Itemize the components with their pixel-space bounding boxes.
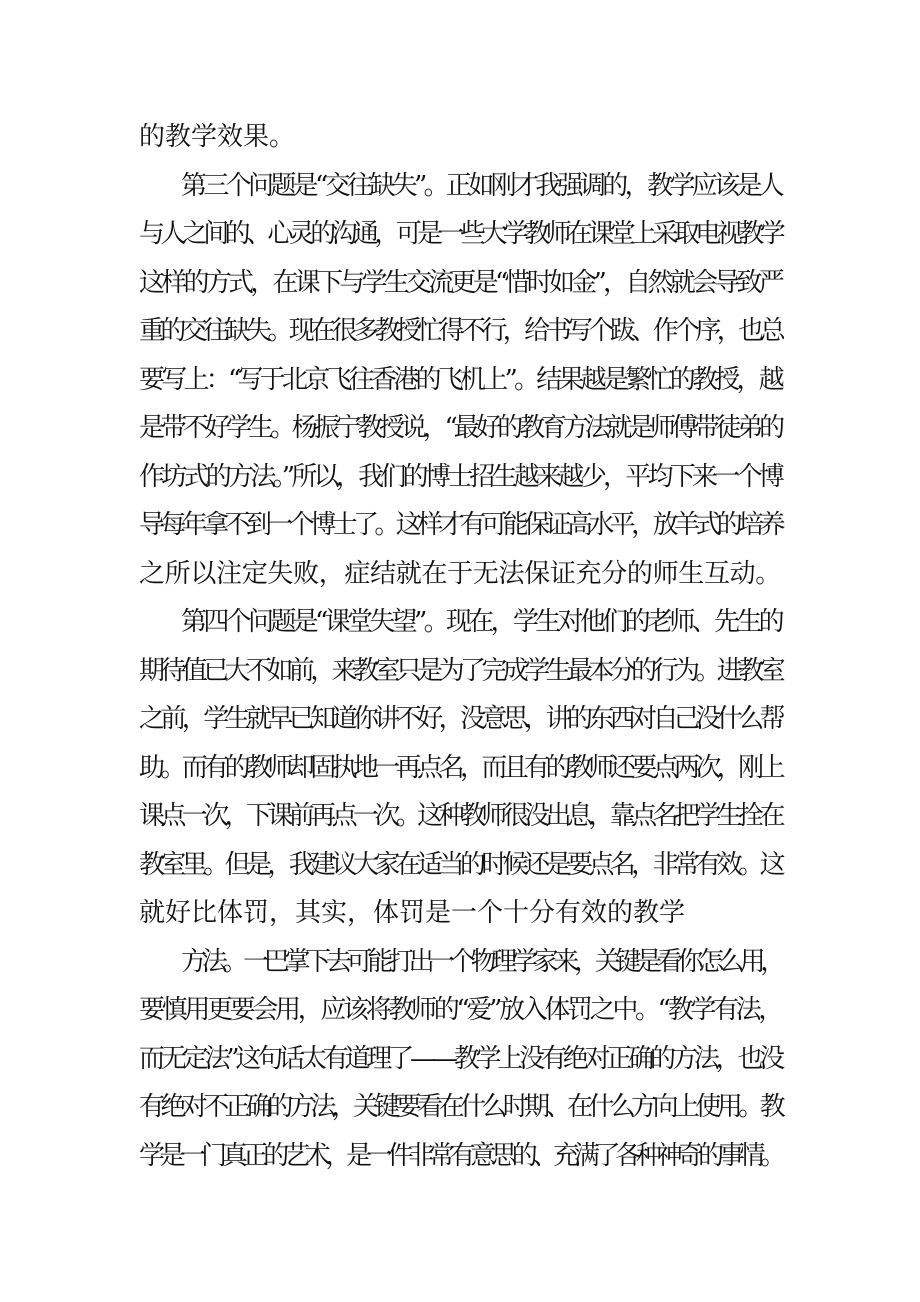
text-line: 是带不好学生。杨振宁教授说，“最好的教育方法就是师傅带徒弟的: [139, 413, 781, 443]
text-line: 要慎用更要会用，应该将教师的“爱”放入体罚之中。“教学有法，: [139, 995, 781, 1025]
text-line: 期待值已大不如前，来教室只是为了完成学生最本分的行为。进教室: [139, 656, 781, 686]
paragraph-5-start: 方法。一巴掌下去可能打出一个物理学家来，关键是看你怎么用，: [181, 947, 781, 977]
text-line: 导每年拿不到一个博士了。这样才有可能保证高水平，放羊式的培养: [139, 510, 781, 540]
text-line: 有绝对不正确的方法，关键要看在什么时期、在什么方向上使用。教: [139, 1092, 781, 1122]
text-line: 就好比体罚，其实，体罚是一个十分有效的教学: [139, 898, 686, 928]
text-line: 之所以注定失败，症结就在于无法保证充分的师生互动。: [139, 559, 781, 589]
text-line: 教室里。但是，我建议大家在适当的时候还是要点名，非常有效。这: [139, 850, 781, 880]
paragraph-3-start: 第三个问题是“交往缺失”。正如刚才我强调的，教学应该是人: [181, 171, 781, 201]
text-line: 要写上：“写于北京飞往香港的飞机上”。结果越是繁忙的教授，越: [139, 365, 781, 395]
text-line: 课点一次，下课前再点一次。这种教师很没出息，靠点名把学生拴在: [139, 801, 781, 831]
paragraph-4-start: 第四个问题是“课堂失望”。现在，学生对他们的老师、先生的: [181, 607, 781, 637]
text-line: 重的交往缺失。现在很多教授忙得不行，给书写个跋、作个序，也总: [139, 316, 781, 346]
text-line: 的教学效果。: [139, 122, 296, 152]
text-line: 作坊式的方法。”所以，我们的博士招生越来越少，平均下来一个博: [139, 462, 782, 492]
text-line: 而无定法”这句话太有道理了——教学上没有绝对正确的方法，也没: [139, 1044, 781, 1074]
text-line: 与人之间的、心灵的沟通，可是一些大学教师在课堂上采取电视教学: [139, 219, 781, 249]
text-line: 学是一门真正的艺术，是一件非常有意思的、充满了各种神奇的事情。: [139, 1141, 781, 1171]
text-line: 之前，学生就早已知道你讲不好，没意思，讲的东西对自己没什么帮: [139, 704, 781, 734]
text-line: 助。而有的教师却固执地一再点名，而且有的教师还要点两次，刚上: [139, 753, 781, 783]
text-line: 这样的方式，在课下与学生交流更是“惜时如金”，自然就会导致严: [139, 268, 781, 298]
